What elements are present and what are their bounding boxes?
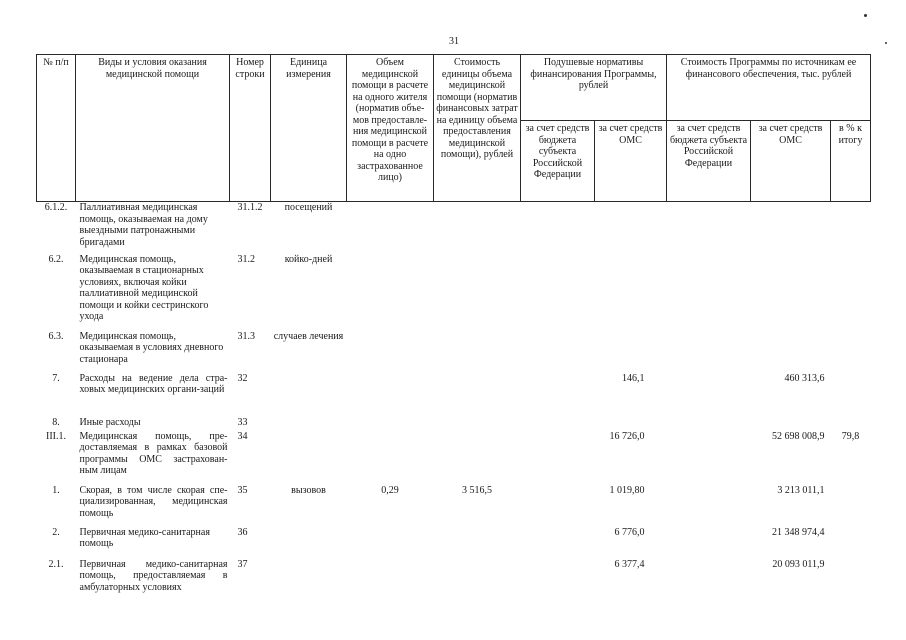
header-per-capita: Подушевые нормативы финансирования Программы, рублей bbox=[521, 55, 667, 121]
row-num: 6.3. bbox=[48, 330, 64, 342]
row-volume bbox=[347, 331, 434, 373]
row-num: 1. bbox=[52, 484, 60, 496]
row-prog-oms: 21 348 974,4 bbox=[772, 526, 825, 538]
row-pc-budget bbox=[521, 417, 595, 431]
row-line: 32 bbox=[237, 372, 248, 384]
row-num: 7. bbox=[52, 372, 60, 384]
row-prog-oms bbox=[751, 417, 831, 431]
header-line: Номер строки bbox=[230, 55, 271, 202]
table-row bbox=[37, 373, 871, 417]
row-line: 31.1.2 bbox=[237, 202, 263, 213]
row-volume bbox=[347, 254, 434, 331]
row-unit bbox=[271, 417, 347, 431]
row-unit-cost bbox=[434, 254, 521, 331]
header-program-oms: за счет средств ОМС bbox=[751, 121, 831, 202]
page-number: 31 bbox=[449, 36, 459, 47]
row-line: 31.2 bbox=[237, 253, 255, 265]
header-program-budget: за счет средств бюджета субъекта Российской Федерации bbox=[667, 121, 751, 202]
row-unit bbox=[271, 527, 347, 559]
row-volume bbox=[347, 527, 434, 559]
row-unit bbox=[271, 373, 347, 417]
row-prog-oms bbox=[751, 254, 831, 331]
row-volume bbox=[347, 417, 434, 431]
header-volume: Объем медицинской помощи в расчете на одного жителя (норматив объе-мов предоставле-ния медицинской помощи в расчете на одно застрахованное лицо) bbox=[347, 55, 434, 202]
row-num: 6.1.2. bbox=[44, 202, 68, 213]
row-volume bbox=[347, 202, 434, 254]
row-pc-budget bbox=[521, 373, 595, 417]
row-unit-cost bbox=[434, 559, 521, 599]
row-pc-oms: 6 377,4 bbox=[614, 558, 645, 570]
row-pct bbox=[831, 373, 871, 417]
table-row bbox=[37, 485, 871, 527]
row-prog-budget bbox=[667, 485, 751, 527]
table-row bbox=[37, 202, 871, 254]
row-pc-budget bbox=[521, 431, 595, 485]
row-pct bbox=[831, 527, 871, 559]
row-num: 2. bbox=[52, 526, 60, 538]
row-unit-cost bbox=[434, 417, 521, 431]
row-prog-oms bbox=[751, 331, 831, 373]
row-line: 33 bbox=[237, 416, 248, 428]
row-volume bbox=[347, 431, 434, 485]
row-prog-oms: 3 213 011,1 bbox=[777, 484, 825, 496]
row-prog-budget bbox=[667, 254, 751, 331]
row-pc-budget bbox=[521, 331, 595, 373]
row-unit-cost: 3 516,5 bbox=[462, 484, 492, 496]
row-desc: Первичная медико-санитарная помощь bbox=[79, 526, 210, 549]
row-unit: посещений bbox=[284, 202, 333, 213]
row-pct bbox=[831, 331, 871, 373]
header-program-pct: в % к итогу bbox=[831, 121, 871, 202]
row-pc-oms: 6 776,0 bbox=[614, 526, 645, 538]
row-prog-budget bbox=[667, 559, 751, 599]
header-per-capita-budget: за счет средств бюджета субъекта Российской Федерации bbox=[521, 121, 595, 202]
row-unit-cost bbox=[434, 331, 521, 373]
row-pc-oms bbox=[595, 254, 667, 331]
row-line: 37 bbox=[237, 558, 248, 570]
row-desc: Медицинская помощь, оказываемая в стационарных условиях, включая койки паллиативной медицинской помощи и койки сестринского ухода bbox=[79, 253, 209, 322]
row-desc: Первичная медико-санитарная помощь, предоставляемая в амбулаторных условиях bbox=[79, 558, 228, 593]
row-unit: койко-дней bbox=[284, 253, 333, 265]
row-desc: Расходы на ведение дела стра-ховых медицинских органи-заций bbox=[79, 372, 228, 395]
row-pct bbox=[831, 559, 871, 599]
row-volume bbox=[347, 559, 434, 599]
row-prog-budget bbox=[667, 331, 751, 373]
header-unit-cost: Стоимость единицы объема медицинской помощи (норматив финансовых затрат на единицу объема предоставления медицинской помощи), рублей bbox=[434, 55, 521, 202]
row-prog-budget bbox=[667, 202, 751, 254]
row-pc-oms bbox=[595, 331, 667, 373]
row-unit-cost bbox=[434, 202, 521, 254]
row-pc-oms bbox=[595, 202, 667, 254]
row-pc-oms: 16 726,0 bbox=[609, 430, 645, 442]
row-prog-oms: 20 093 011,9 bbox=[772, 558, 825, 570]
row-pc-budget bbox=[521, 527, 595, 559]
row-unit-cost bbox=[434, 527, 521, 559]
row-pct: 79,8 bbox=[841, 430, 860, 442]
row-desc: Паллиативная медицинская помощь, оказываемая на дому выездными патронажными бригадами bbox=[79, 202, 208, 248]
row-pc-budget bbox=[521, 254, 595, 331]
table-row bbox=[37, 417, 871, 431]
header-num: № п/п bbox=[37, 55, 76, 202]
row-pct bbox=[831, 202, 871, 254]
scan-speck bbox=[885, 42, 887, 44]
row-prog-budget bbox=[667, 431, 751, 485]
scan-speck bbox=[864, 14, 867, 17]
row-pc-budget bbox=[521, 202, 595, 254]
row-pc-oms: 146,1 bbox=[622, 372, 645, 384]
row-prog-budget bbox=[667, 417, 751, 431]
row-desc: Медицинская помощь, пре-доставляемая в рамках базовой программы ОМС застрахован-ным лицам bbox=[79, 430, 228, 476]
row-line: 34 bbox=[237, 430, 248, 442]
row-unit-cost bbox=[434, 373, 521, 417]
row-line: 36 bbox=[237, 526, 248, 538]
row-line: 31.3 bbox=[237, 330, 255, 342]
row-line: 35 bbox=[237, 484, 248, 496]
table-row bbox=[37, 331, 871, 373]
header-program-cost: Стоимость Программы по источникам ее финансового обеспечения, тыс. рублей bbox=[667, 55, 871, 121]
row-pct bbox=[831, 254, 871, 331]
row-desc: Медицинская помощь, оказываемая в условиях дневного стационара bbox=[79, 330, 224, 365]
row-unit: вызовов bbox=[291, 484, 326, 496]
table-row bbox=[37, 559, 871, 599]
row-pc-budget bbox=[521, 559, 595, 599]
row-desc: Скорая, в том числе скорая спе-циализированная, медицинская помощь bbox=[79, 484, 228, 519]
row-prog-oms bbox=[751, 202, 831, 254]
row-pct bbox=[831, 417, 871, 431]
row-num: 2.1. bbox=[48, 558, 64, 570]
row-volume: 0,29 bbox=[381, 484, 399, 496]
row-unit bbox=[271, 431, 347, 485]
row-unit bbox=[271, 559, 347, 599]
program-cost-table bbox=[36, 54, 871, 599]
row-prog-oms: 52 698 008,9 bbox=[772, 430, 825, 442]
header-types: Виды и условия оказания медицинской помощи bbox=[76, 55, 230, 202]
row-pc-oms bbox=[595, 417, 667, 431]
row-num: III.1. bbox=[46, 430, 66, 442]
row-prog-budget bbox=[667, 527, 751, 559]
header-per-capita-oms: за счет средств ОМС bbox=[595, 121, 667, 202]
table-row bbox=[37, 431, 871, 485]
row-desc: Иные расходы bbox=[79, 416, 141, 428]
row-pc-oms: 1 019,80 bbox=[609, 484, 645, 496]
table-row bbox=[37, 254, 871, 331]
row-num: 8. bbox=[52, 416, 60, 428]
row-unit-cost bbox=[434, 431, 521, 485]
row-pc-budget bbox=[521, 485, 595, 527]
header-unit: Единица измерения bbox=[271, 55, 347, 202]
row-pct bbox=[831, 485, 871, 527]
row-prog-oms: 460 313,6 bbox=[784, 372, 825, 384]
row-unit: случаев лечения bbox=[273, 330, 344, 342]
row-num: 6.2. bbox=[48, 253, 64, 265]
row-prog-budget bbox=[667, 373, 751, 417]
table-row bbox=[37, 527, 871, 559]
row-volume bbox=[347, 373, 434, 417]
